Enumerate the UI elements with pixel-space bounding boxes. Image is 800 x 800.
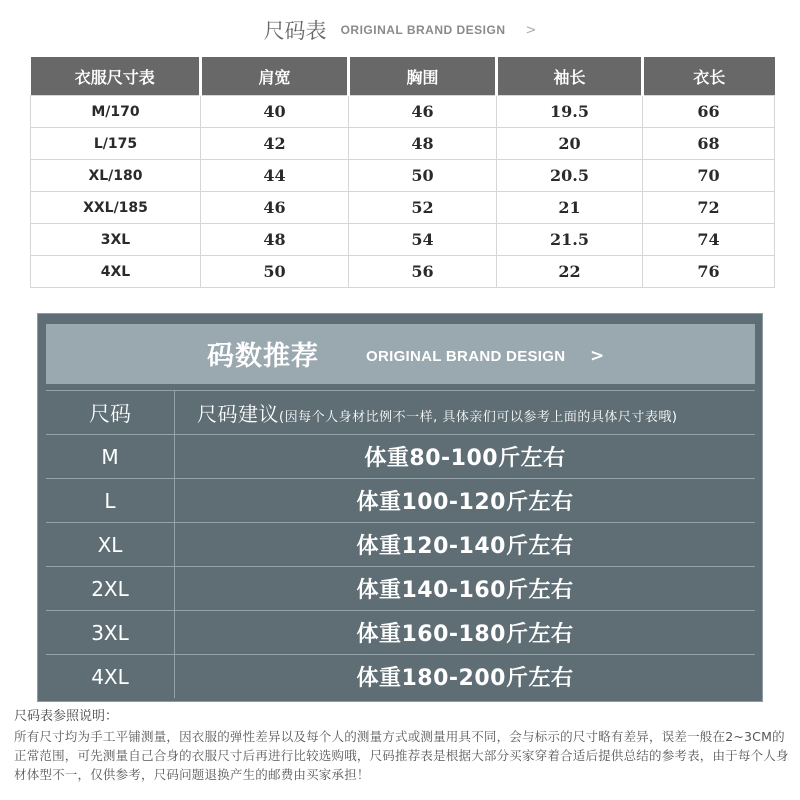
table-cell: 42 [201, 128, 349, 160]
recommendation-table [46, 390, 755, 698]
recommendation-weight: 体重120-140斤左右 [175, 523, 756, 567]
table-row [31, 192, 775, 224]
table-cell-size: M/170 [31, 96, 201, 128]
table-cell-size: L/175 [31, 128, 201, 160]
recommendation-size: M [46, 435, 175, 479]
table-cell: 56 [349, 256, 497, 288]
recommendation-weight: 体重100-120斤左右 [175, 479, 756, 523]
recommendation-header-row [46, 391, 755, 435]
table-cell: 44 [201, 160, 349, 192]
header-suggestion: 尺码建议 [197, 402, 279, 426]
header-length: 衣长 [643, 57, 775, 96]
recommendation-row [46, 567, 755, 611]
table-row [31, 224, 775, 256]
recommendation-subtitle: ORIGINAL BRAND DESIGN [366, 348, 566, 365]
table-row [31, 128, 775, 160]
recommendation-size: XL [46, 523, 175, 567]
table-row [31, 160, 775, 192]
header-note: (因每个人身材比例不一样, 具体亲们可以参考上面的具体尺寸表哦) [279, 410, 678, 425]
size-notes [14, 707, 790, 784]
notes-title: 尺码表参照说明： [14, 709, 119, 724]
table-cell: 50 [201, 256, 349, 288]
table-cell-size: 4XL [31, 256, 201, 288]
table-row [31, 96, 775, 128]
table-cell: 22 [497, 256, 643, 288]
recommendation-size: 2XL [46, 567, 175, 611]
table-cell: 70 [643, 160, 775, 192]
recommendation-weight: 体重180-200斤左右 [175, 655, 756, 699]
table-cell: 74 [643, 224, 775, 256]
recommendation-size: L [46, 479, 175, 523]
header-size-label: 衣服尺寸表 [31, 57, 201, 96]
table-cell: 72 [643, 192, 775, 224]
recommendation-header [46, 324, 755, 384]
table-cell-size: 3XL [31, 224, 201, 256]
recommendation-size: 4XL [46, 655, 175, 699]
recommendation-size: 3XL [46, 611, 175, 655]
recommendation-row [46, 523, 755, 567]
table-cell: 66 [643, 96, 775, 128]
size-chart-table [30, 57, 775, 288]
table-cell: 48 [349, 128, 497, 160]
size-chart-subtitle: ORIGINAL BRAND DESIGN [340, 23, 506, 37]
table-cell: 50 [349, 160, 497, 192]
table-row [31, 256, 775, 288]
table-cell: 46 [349, 96, 497, 128]
header-shoulder: 肩宽 [201, 57, 349, 96]
table-header-row [31, 57, 775, 96]
table-cell: 21.5 [497, 224, 643, 256]
table-cell: 76 [643, 256, 775, 288]
table-cell: 20 [497, 128, 643, 160]
table-cell: 48 [201, 224, 349, 256]
chevron-right-icon: > [525, 22, 537, 38]
recommendation-weight: 体重160-180斤左右 [175, 611, 756, 655]
header-suggestion-cell [175, 391, 756, 435]
table-cell: 54 [349, 224, 497, 256]
table-cell: 40 [201, 96, 349, 128]
table-cell: 68 [643, 128, 775, 160]
table-cell: 46 [201, 192, 349, 224]
size-chart-title: 尺码表 [263, 19, 327, 43]
table-cell: 19.5 [497, 96, 643, 128]
table-cell: 20.5 [497, 160, 643, 192]
size-recommendation-panel [37, 313, 763, 702]
size-chart-title-bar [0, 14, 800, 46]
recommendation-weight: 体重80-100斤左右 [175, 435, 756, 479]
table-cell: 52 [349, 192, 497, 224]
recommendation-row [46, 655, 755, 699]
recommendation-row [46, 611, 755, 655]
recommendation-weight: 体重140-160斤左右 [175, 567, 756, 611]
header-chest: 胸围 [349, 57, 497, 96]
recommendation-row [46, 479, 755, 523]
table-cell: 21 [497, 192, 643, 224]
recommendation-row [46, 435, 755, 479]
header-size: 尺码 [46, 391, 175, 435]
notes-body: 所有尺寸均为手工平铺测量，因衣服的弹性差异以及每个人的测量方式或测量用具不同，会与标示的尺寸略有差异，误差一般在2~3CM的正常范围，可先测量自己合身的衣服尺寸后再进行比较选购哦，尺码推荐表是根据大部分买家穿着合适后提供总结的参考表，由于每个人身材体型不一，仅供参考，尺码问题退换产生的邮费由买家承担！ [14, 729, 789, 782]
table-cell-size: XL/180 [31, 160, 201, 192]
chevron-right-icon: > [590, 346, 605, 366]
recommendation-title: 码数推荐 [207, 341, 319, 372]
header-sleeve: 袖长 [497, 57, 643, 96]
table-cell-size: XXL/185 [31, 192, 201, 224]
